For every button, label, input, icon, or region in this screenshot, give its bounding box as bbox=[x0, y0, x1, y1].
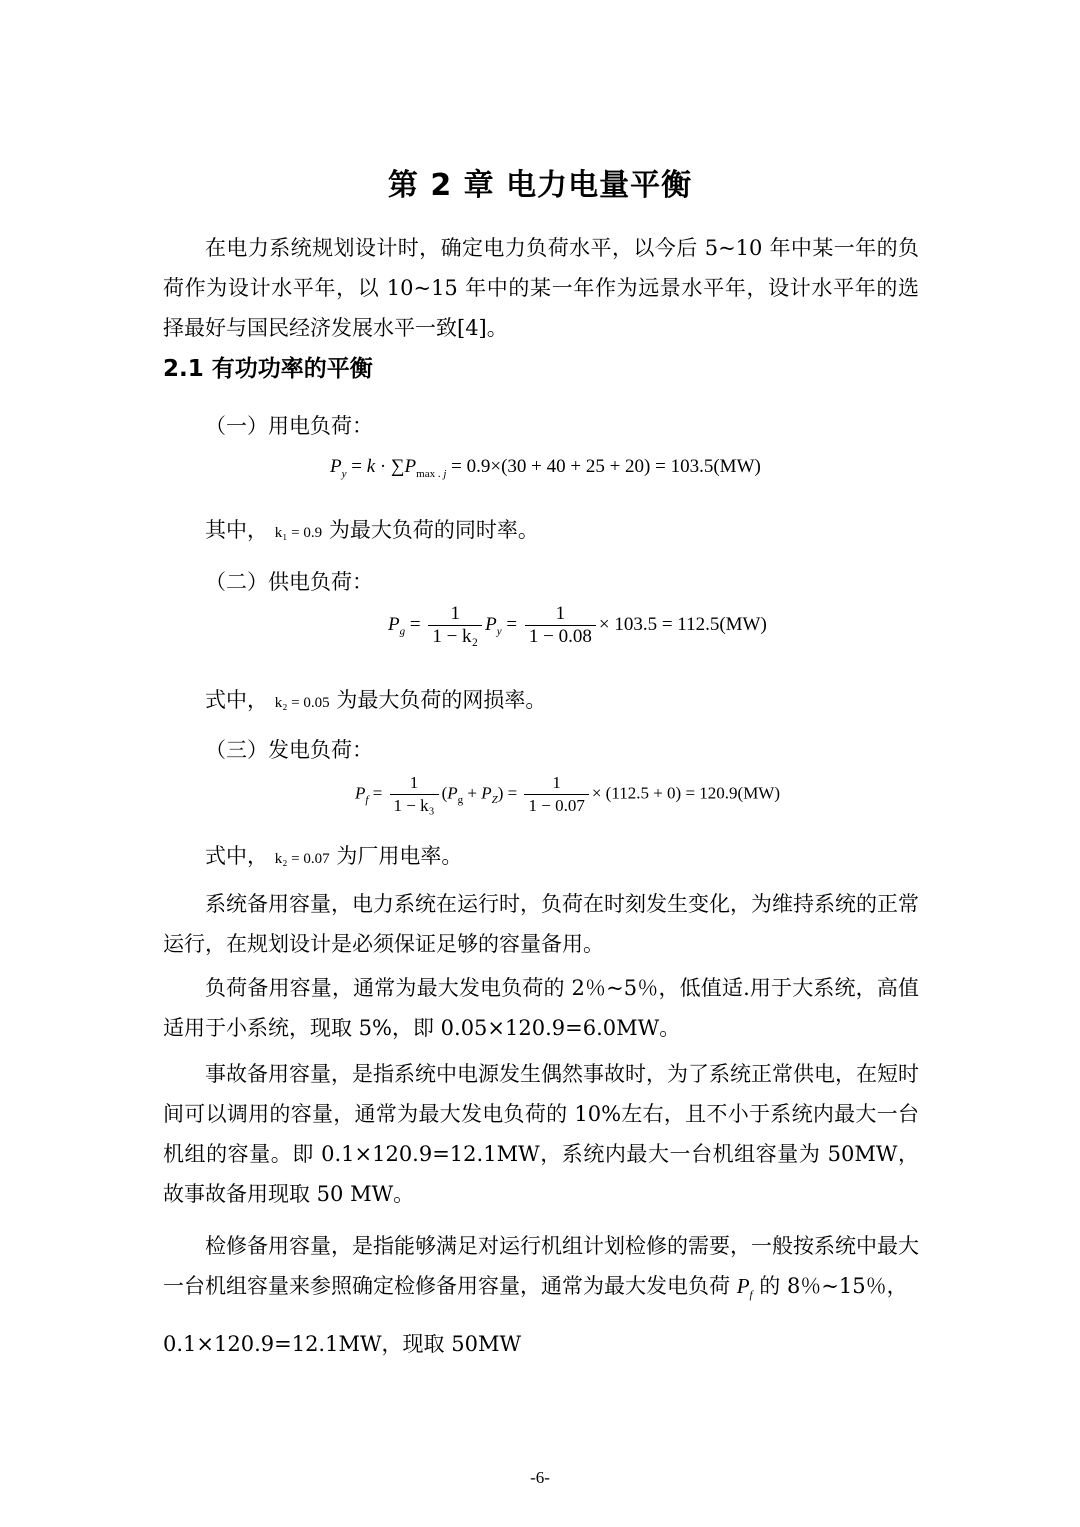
paragraph-maintenance-value: 0.1×120.9=12.1MW，现取 50MW bbox=[163, 1332, 522, 1356]
frac-den: 1 − 0.08 bbox=[528, 626, 592, 647]
formula-3-tail: × (112.5 + 0) = 120.9(MW) bbox=[591, 783, 781, 803]
formula-supply-load: $P_g$ = $\frac{1}{\text{1 − k₂}}$ $P_y$ = $\frac{1}{1 - 0.08}$ × 103.5 = 112.5(MW) bbox=[388, 603, 767, 647]
frac-den: 1 − k₂ bbox=[432, 626, 479, 647]
symbol-pf: $P_f$ bbox=[736, 1274, 753, 1302]
paragraph-system-reserve: 系统备用容量，电力系统在运行时，负荷在时刻发生变化，为维持系统的正常运行，在规划设计是必须保证足够的容量备用。 bbox=[163, 892, 919, 956]
where-2-text: 为最大负荷的网损率。 bbox=[336, 688, 547, 712]
where-line-3 bbox=[205, 840, 462, 870]
frac-den: 1 − 0.07 bbox=[528, 796, 585, 815]
where-1-prefix: 其中， bbox=[205, 518, 268, 542]
frac-num: 1 bbox=[390, 772, 439, 795]
where-2-k: k₂ = 0.05 bbox=[274, 695, 330, 711]
paragraph-load-reserve: 负荷备用容量，通常为最大发电负荷的 2％~5％，低值适.用于大系统，高值适用于小系统，现取 5%，即 0.05×120.9=6.0MW。 bbox=[163, 976, 919, 1040]
where-3-prefix: 式中， bbox=[205, 844, 268, 868]
formula-1-rhs: = 0.9×(30 + 40 + 25 + 20) = 103.5(MW) bbox=[451, 456, 761, 477]
maintenance-text-1: 检修备用容量，是指能够满足对运行机组计划检修的需要，一般按系统中最大一台机组容量来参照确定检修备用容量，通常为最大发电负荷 bbox=[163, 1234, 919, 1298]
where-1-k: k₁ = 0.9 bbox=[274, 525, 323, 541]
formula-electricity-load: $P_y = k \cdot \sum P_{max . j} = 0.9\times(30 + 40 + 25 + 20) = 103.5(MW)$ bbox=[330, 456, 761, 480]
item-electricity-load: （一）用电负荷： bbox=[205, 414, 373, 438]
section-title: 2.1 有功功率的平衡 bbox=[163, 356, 373, 382]
where-line-2 bbox=[205, 684, 546, 714]
item-generation-load: （三）发电负荷： bbox=[205, 738, 373, 762]
chapter-title: 第 2 章 电力电量平衡 bbox=[387, 168, 693, 203]
frac-den: 1 − k₃ bbox=[393, 796, 435, 815]
page-number: -6- bbox=[530, 1468, 550, 1487]
intro-paragraph: 在电力系统规划设计时，确定电力负荷水平，以今后 5~10 年中某一年的负荷作为设计水平年，以 10~15 年中的某一年作为远景水平年，设计水平年的选择最好与国民经济发展水平一致[4]。 bbox=[163, 236, 919, 340]
formula-3-fraction-2 bbox=[524, 772, 588, 817]
formula-2-tail: × 103.5 = 112.5(MW) bbox=[598, 613, 767, 635]
where-3-text: 为厂用电率。 bbox=[336, 844, 463, 868]
frac-num: 1 bbox=[428, 603, 482, 626]
formula-2-fraction-1 bbox=[428, 603, 482, 648]
paragraph-maintenance-reserve bbox=[163, 1226, 919, 1315]
maintenance-text-2: 的 8％~15％， bbox=[759, 1274, 908, 1298]
formula-2-fraction-2 bbox=[525, 603, 596, 648]
paragraph-accident-reserve: 事故备用容量，是指系统中电源发生偶然事故时，为了系统正常供电，在短时间可以调用的容量，通常为最大发电负荷的 10%左右，且不小于系统内最大一台机组的容量。即 0.1×120.9=12.1MW，系统内最大一台机组容量为 50MW，故事故备用现取 50 MW。 bbox=[163, 1062, 919, 1206]
where-2-prefix: 式中， bbox=[205, 688, 268, 712]
item-supply-load: （二）供电负荷： bbox=[205, 570, 373, 594]
where-line-1 bbox=[205, 514, 539, 544]
frac-num: 1 bbox=[525, 603, 596, 626]
where-1-text: 为最大负荷的同时率。 bbox=[328, 518, 539, 542]
where-3-k: k₂ = 0.07 bbox=[274, 851, 330, 867]
frac-num: 1 bbox=[524, 772, 588, 795]
formula-generation-load: $P_f$ = $\frac{1}{\text{1 − k₃}}$ $(P_g + P_Z)$ = $\frac{1}{1 - 0.07}$ × (112.5 + 0) = 120.9(MW) bbox=[355, 773, 781, 815]
formula-3-fraction-1 bbox=[390, 772, 439, 817]
